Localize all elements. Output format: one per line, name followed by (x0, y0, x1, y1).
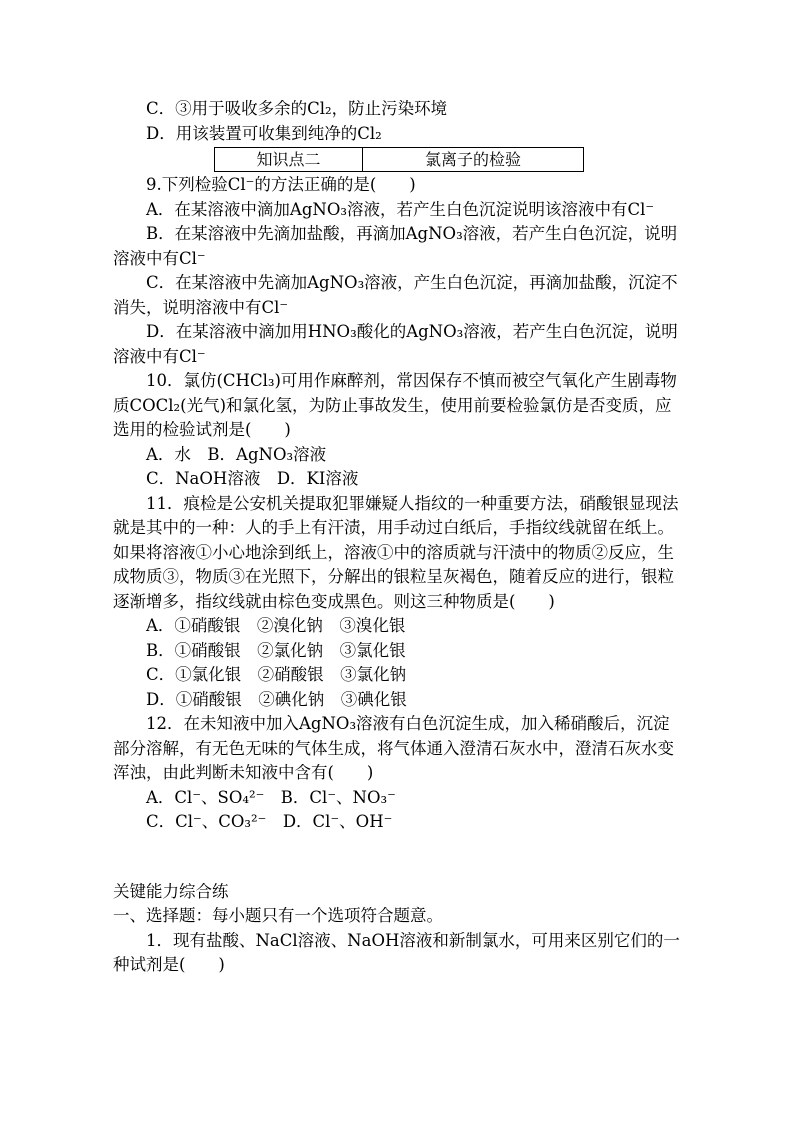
q11-option-a: A．①硝酸银 ②溴化钠 ③溴化银 (146, 616, 406, 635)
q12-stem: 12．在未知液中加入AgNO₃溶液有白色沉淀生成，加入稀硝酸后，沉淀部分溶解，有无色无味的气体生成，将气体通入澄清石灰水中，澄清石灰水变浑浊，由此判断未知液中含有( ) (113, 714, 674, 782)
prev-option-c: C．③用于吸收多余的Cl₂，防止污染环境 (146, 99, 448, 118)
q9-option-c: C．在某溶液中先滴加AgNO₃溶液，产生白色沉淀，再滴加盐酸，沉淀不消失，说明溶液中有Cl⁻ (113, 273, 678, 317)
section-subtitle: 一、选择题：每小题只有一个选项符合题意。 (113, 906, 443, 925)
q10-options-ab: A．水 B．AgNO₃溶液 (146, 444, 327, 464)
section-title: 关键能力综合练 (113, 881, 229, 901)
q11-option-d: D．①硝酸银 ②碘化钠 ③碘化银 (146, 689, 407, 709)
worksheet-content (113, 97, 681, 978)
q12-options-cd: C．Cl⁻、CO₃²⁻ D．Cl⁻、OH⁻ (146, 812, 393, 831)
q9-option-d: D．在某溶液中滴加用HNO₃酸化的AgNO₃溶液，若产生白色沉淀，说明溶液中有Cl⁻ (113, 322, 678, 366)
q11-option-b: B．①硝酸银 ②氯化钠 ③氯化银 (146, 640, 406, 660)
q11-stem: 11．痕检是公安机关提取犯罪嫌疑人指纹的一种重要方法，硝酸银显现法就是其中的一种：人的手上有汗渍，用手动过白纸后，手指纹线就留在纸上。如果将溶液①小心地涂到纸上，溶液①中的溶质就与汗渍中的物质②反应，生成物质③，物质③在光照下，分解出的银粒呈灰褐色，随着反应的进行，银粒逐渐增多，指纹线就由棕色变成黑色。则这三种物质是( ) (113, 493, 679, 611)
knowledge-point-label: 知识点二 (215, 148, 363, 172)
knowledge-point-topic: 氯离子的检验 (363, 148, 584, 172)
q12-options-ab: A．Cl⁻、SO₄²⁻ B．Cl⁻、NO₃⁻ (146, 787, 396, 807)
q1-stem: 1．现有盐酸、NaCl溶液、NaOH溶液和新制氯水，可用来区别它们的一种试剂是( ) (113, 930, 680, 974)
q9-option-a: A．在某溶液中滴加AgNO₃溶液，若产生白色沉淀说明该溶液中有Cl⁻ (146, 199, 655, 219)
q10-options-cd: C．NaOH溶液 D．KI溶液 (146, 469, 359, 488)
prev-option-d: D．用该装置可收集到纯净的Cl₂ (146, 123, 382, 143)
q11-option-c: C．①氯化银 ②硝酸银 ③氯化钠 (146, 665, 407, 684)
q9-stem: 9.下列检验Cl⁻的方法正确的是( ) (146, 175, 416, 194)
section-spacer (113, 835, 681, 880)
q10-stem: 10．氯仿(CHCl₃)可用作麻醉剂，常因保存不慎而被空气氧化产生剧毒物质COCl₂(光气)和氯化氢，为防止事故发生，使用前要检验氯仿是否变质，应选用的检验试剂是( ) (113, 371, 677, 439)
knowledge-point-table (214, 147, 584, 172)
q9-option-b: B．在某溶液中先滴加盐酸，再滴加AgNO₃溶液，若产生白色沉淀，说明溶液中有Cl⁻ (113, 224, 678, 268)
